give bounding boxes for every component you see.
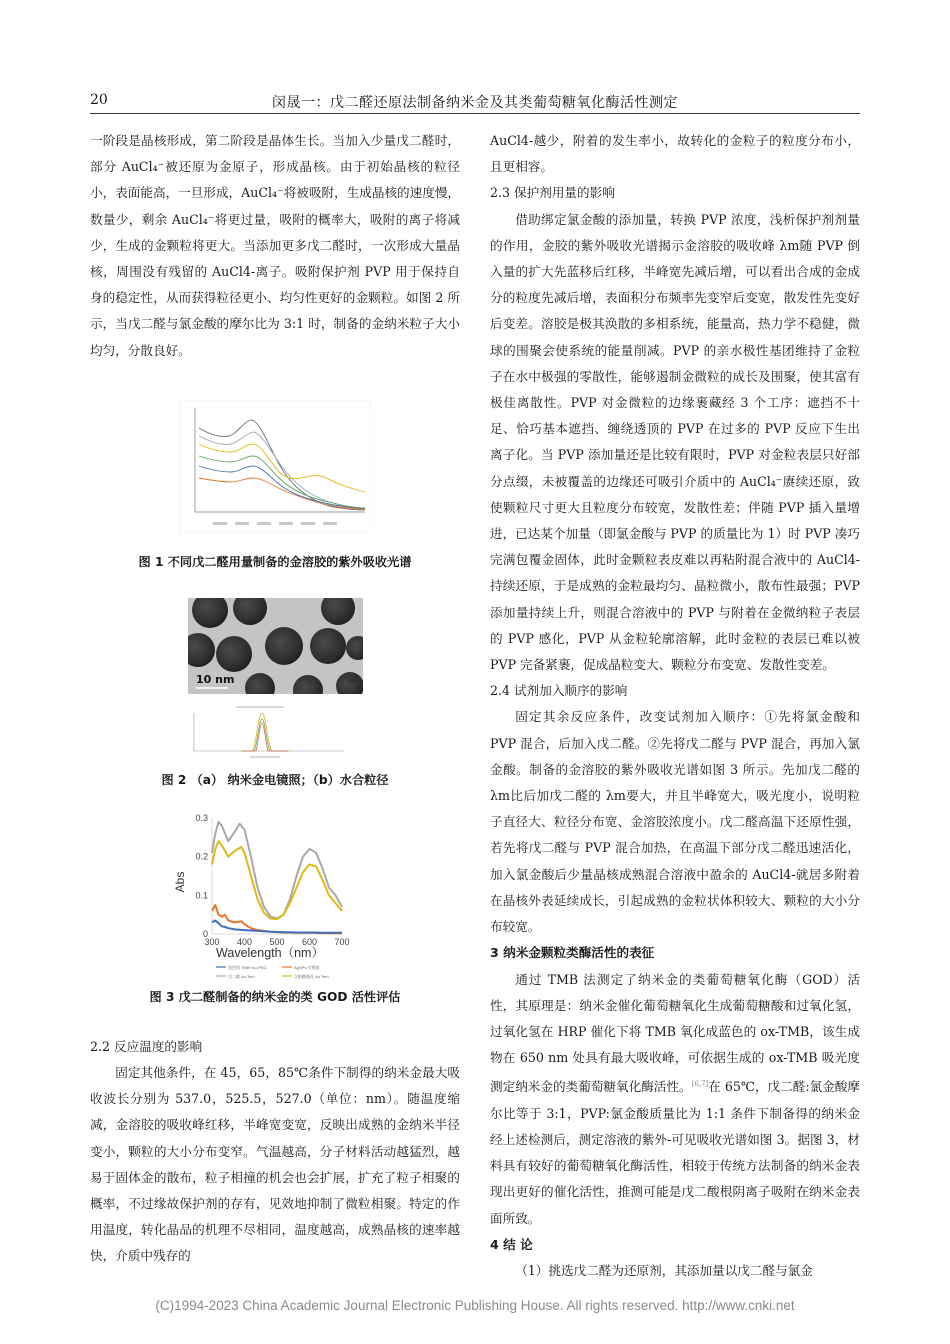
x-tick-label: 400 <box>236 937 253 947</box>
series-line-gray <box>212 822 342 919</box>
legend-label-4: 含阳糖基化 Au Tem <box>294 974 329 979</box>
legend-label-3: 戊二醛 Au Tem <box>228 974 255 979</box>
section-2-4-body: 固定其余反应条件，改变试剂加入顺序：①先将氯金酸和 PVP 混合，后加入戊二醛。②先将戊二醛与 PVP 混合，再加入氯金酸。制备的金溶胶的紫外吸收光谱如图 3 所示。先加戊二醛的 λm比后加戊二醛的 λm要大，并且半峰宽大，吸光度小，说明粒子直径大、粒径分布宽、金溶胶浓度小。戊二醛高温下还原性强，若先将戊二醛与 PVP 混合加热，在高温下部分戊二醛迅速活化，加入氯金酸后少量晶核成熟混合溶液中盈余的 AuCl4-就居多附着在晶核外表延续成长，引起成熟的金粒状体积较大、颗粒的大小分布较宽。 <box>490 709 860 935</box>
y-tick-label: 0.1 <box>195 890 208 901</box>
section-2-2-title: 2.2 反应温度的影响 <box>90 1039 203 1054</box>
y-axis-label: Abs <box>173 871 187 893</box>
section-2-4-title: 2.4 试剂加入顺序的影响 <box>490 683 628 699</box>
header-rule <box>90 113 860 114</box>
left-column-paragraph <box>90 128 460 364</box>
panel-label: (a) <box>347 677 357 685</box>
running-title: 闵晟一：戊二醛还原法制备纳米金及其类葡萄糖氧化酶活性测定 <box>272 95 678 111</box>
figure-2b-size-distribution <box>180 705 350 761</box>
copyright-footer: (C)1994-2023 China Academic Journal Electronic Publishing House. All rights reserved. http://www.cnki.net <box>155 1298 795 1313</box>
legend-label-2: AgNPs 对照组 <box>294 965 320 970</box>
right-column <box>490 128 860 1284</box>
section-4-body: （1）挑选戊二醛为还原剂，其添加量以戊二醛与氯金 <box>515 1262 813 1278</box>
legend-label-1: 黑色线 TMB+Au-PEG <box>228 965 267 970</box>
scale-bar-label: 10 nm <box>196 673 235 686</box>
figure-1-uv-spectra <box>179 400 371 533</box>
section-3-text-a: 通过 TMB 法测定了纳米金的类葡萄糖氧化酶（GOD）活性，其原理是：纳米金催化葡萄糖氧化生成葡萄糖酸和过氧化氢，过氧化氢在 HRP 催化下将 TMB 氧化成蓝色的 ox-TMB，该生成物在 650 nm 处具有最大吸收峰，可依据生成的 ox-TMB 吸光度测定纳米金的类葡萄糖氧化酶活性。 <box>490 971 860 1095</box>
right-paragraph-top: AuCl4-越少，附着的发生率小，故转化的金粒子的粒度分布小，且更相容。 <box>490 133 860 175</box>
y-tick-label: 0.2 <box>195 851 208 862</box>
section-2-3-title: 2.3 保护剂用量的影响 <box>490 185 615 201</box>
page-number: 20 <box>90 92 108 108</box>
series-line-yellow <box>212 841 342 919</box>
x-tick-label: 600 <box>301 937 318 947</box>
figure-3-svg <box>172 812 372 984</box>
x-tick-label: 300 <box>204 937 220 947</box>
figure-1-image <box>179 400 371 533</box>
section-3-title: 3 纳米金颗粒类酶活性的表征 <box>490 945 655 961</box>
figure-3-caption: 图 3 戊二醛制备的纳米金的类 GOD 活性评估 <box>149 990 401 1004</box>
section-4-title: 4 结 论 <box>490 1236 533 1252</box>
section-2-2-paragraph: 固定其他条件，在 45，65，85℃条件下制得的纳米金最大吸收波长分别为 537.0，525.5，527.0（单位：nm）。随温度缩减，金溶胶的吸收峰红移，半峰宽变宽，反映出成熟的金纳米半径变小，颗粒的大小分布变窄。气温越高，分子材料活动越猛烈，越易于固体金的散布，粒子相撞的机会也会扩展，扩充了粒子相聚的概率，不过缘故保护剂的存有，见效地抑制了微粒相聚。特定的作用温度，转化晶品的机理不尽相同，温度越高，成熟晶核的速率越快，介质中残存的 <box>90 1065 460 1264</box>
section-2-2-body <box>90 1060 460 1270</box>
size-distribution-plot <box>180 705 350 761</box>
x-tick-label: 500 <box>269 937 285 947</box>
section-2-3-body: 借助绑定氯金酸的添加量，转换 PVP 浓度，浅析保护剂剂量的作用，金胶的紫外吸收光谱揭示金溶胶的吸收峰 λm随 PVP 倒入量的扩大先蓝移后红移，半峰宽先减后增，可以看出合成的金成分的粒度先减后增，表面积分布频率先变窄后变宽，散发性先变好后变差。溶胶是极其涣散的多相系统，能量高，热力学不稳健，微球的围聚会使系统的能量削减。PVP 的亲水极性基团维持了金粒子在水中极强的零散性，能够遏制金微粒的成长及围聚，使其富有极佳离散性。PVP 对金微粒的边缘裹藏经 3 个工序：遮挡不十足、恰巧基本遮挡、缠绕透顶的 PVP 在过多的 PVP 反应下生出离子化。当 PVP 添加量还是比较有限时，PVP 对金粒表层只好部分点缀，未被覆盖的边缘还可吸引介质中的 AuCl₄⁻赓续还原，致使颗粒尺寸更大且粒度分布较宽，发散性差；伴随 PVP 插入量增进，已达某个加量（即氯金酸与 PVP 的质量比为 1）时 PVP 凑巧完满包覆金固体，此时金颗粒表皮难以再粘附混合液中的 AuCl4-持续还原，于是成熟的金粒最均匀、晶粒微小，散布性最强；PVP 添加量持续上升，则混合溶液中的 PVP 与附着在金微纳粒子表层的 PVP 感化，PVP 从金粒轮廓溶解，此时金粒的表层已难以被 PVP 完备紧裹，促成晶粒变大、颗粒分布变宽、发散性变差。 <box>490 211 860 673</box>
section-3-reference: [6,7] <box>691 1080 709 1089</box>
legend <box>216 964 329 979</box>
y-tick-label: 0.3 <box>195 813 208 823</box>
x-tick-label: 700 <box>334 937 350 947</box>
section-3-body <box>490 967 860 1232</box>
figure-2-caption: 图 2 （a） 纳米金电镜照；（b）水合粒径 <box>161 773 389 787</box>
left-paragraph-1: 一阶段是晶核形成，第二阶段是晶体生长。当加入少量戊二醛时，部分 AuCl₄⁻被还原为金原子，形成晶核。由于初始晶核的粒径小，表面能高，一旦形成，AuCl₄⁻将被吸附，生成晶核的速度慢，数量少，剩余 AuCl₄⁻将更过量，吸附的概率大，吸附的离子将减少，生成的金颗粒将更大。当添加更多戊二醛时，一次形成大量晶核，周围没有残留的 AuCl4-离子。吸附保护剂 PVP 用于保持自身的稳定性，从而获得粒径更小、均匀性更好的金颗粒。如图 2 所示，当戊二醛与氯金酸的摩尔比为 3:1 时，制备的金纳米粒子大小均匀，分散良好。 <box>90 133 461 358</box>
figure-3-chart <box>172 812 372 984</box>
x-axis-label: Wavelength（nm） <box>216 946 324 960</box>
figure-2a-tem-image <box>188 598 363 694</box>
figure-1-caption: 图 1 不同戊二醛用量制备的金溶胶的紫外吸收光谱 <box>138 555 412 569</box>
y-tick-label: 0 <box>202 929 208 939</box>
section-3-text-b: 在 65℃，戊二醛:氯金酸摩尔比等于 3:1，PVP:氯金酸质量比为 1:1 条件下制备得的纳米金经上述检测后，测定溶液的紫外-可见吸收光谱如图 3。据图 3，材料具有较好的葡萄糖氧化酶活性，相较于传统方法制备的纳米金表现出更好的催化活性，推测可能是戊二酸根阴离子吸附在纳米金表面所致。 <box>490 1079 861 1226</box>
